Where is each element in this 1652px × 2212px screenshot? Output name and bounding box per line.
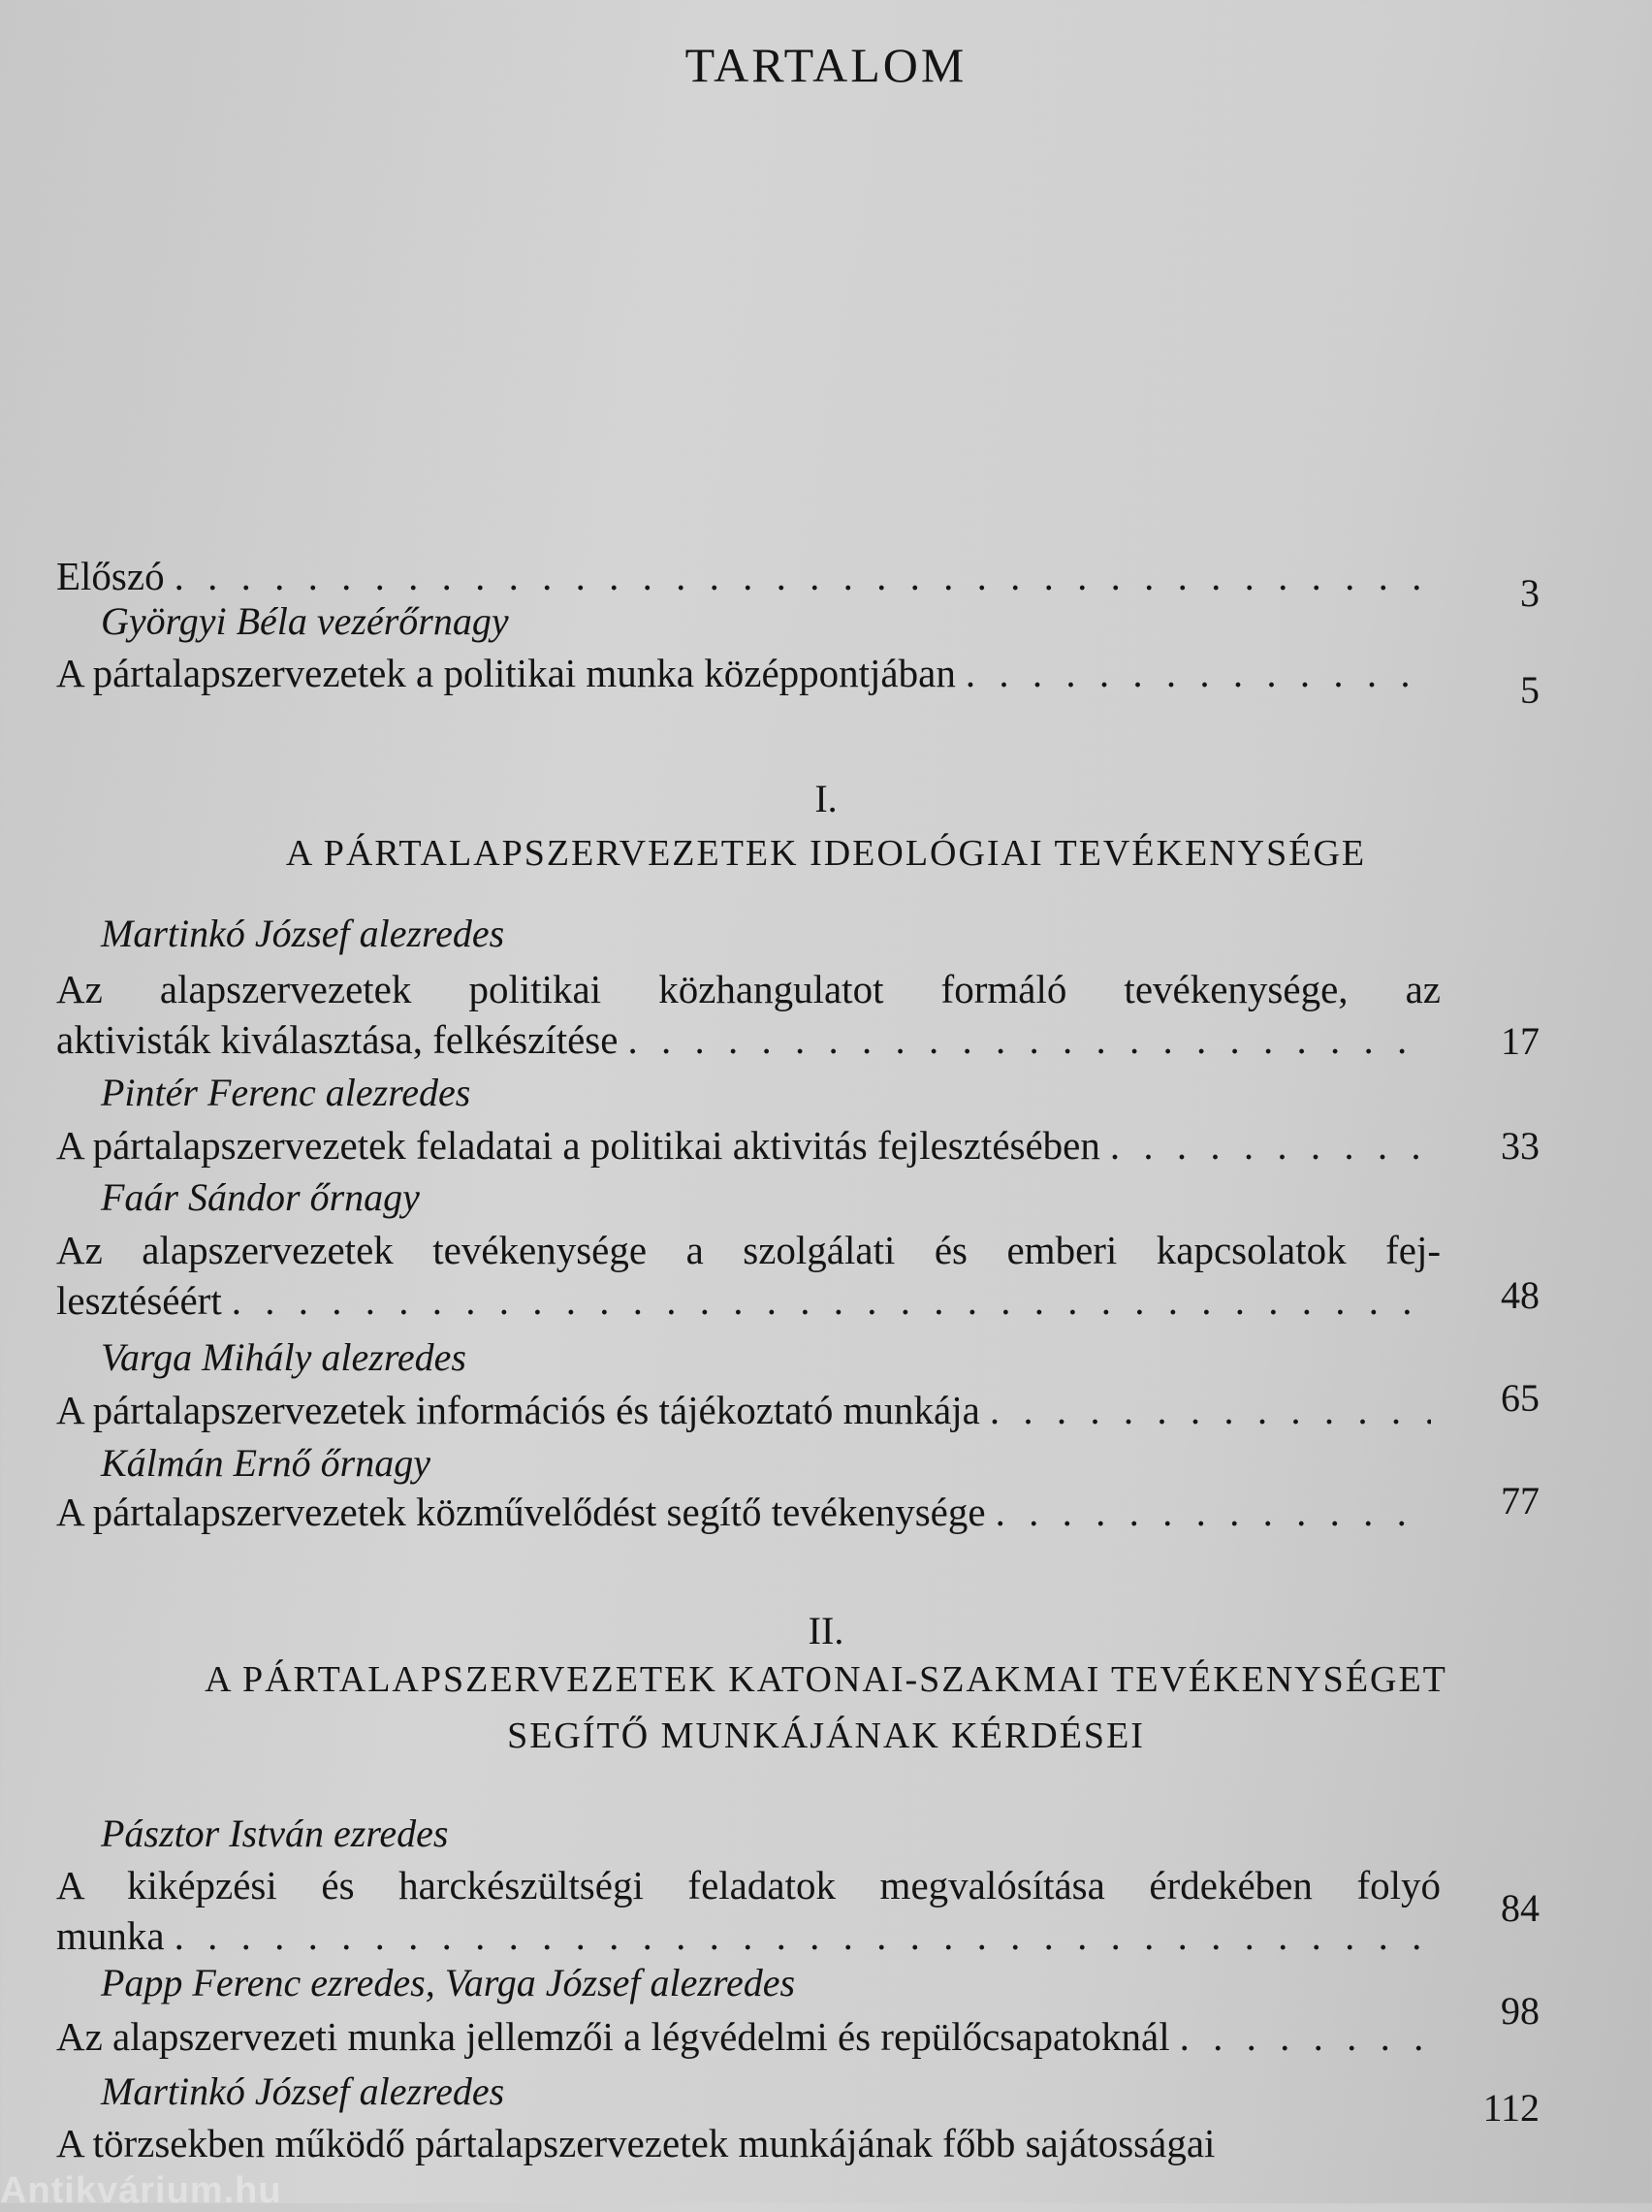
entry-title-line: A kiképzési és harckészültségi feladatok megvalósítása érdekében folyó (56, 1863, 1441, 1907)
entry-author: Martinkó József alezredes (101, 912, 505, 955)
toc-entry (56, 2011, 1441, 2062)
toc-entry (56, 648, 1441, 698)
entry-title-line: lesztéséért (56, 1278, 222, 1323)
entry-author: Pintér Ferenc alezredes (101, 1071, 471, 1114)
page-number: 65 (1501, 1376, 1540, 1420)
page-number: 112 (1482, 2086, 1540, 2130)
entry-title-line: Az alapszervezetek politikai közhangulatot formáló tevékenysége, az (56, 967, 1441, 1011)
page-title: TARTALOM (684, 38, 968, 92)
leader-dots (232, 1275, 1431, 1326)
section-title: A PÁRTALAPSZERVEZETEK IDEOLÓGIAI TEVÉKENYSÉGE (285, 833, 1367, 874)
toc-entry (56, 2118, 1441, 2168)
toc-entry (56, 964, 1441, 1065)
toc-entry-foreword (56, 551, 1441, 601)
page-number: 77 (1501, 1479, 1540, 1523)
entry-title: A pártalapszervezetek a politikai munka középpontjában (56, 651, 956, 695)
leader-dots (990, 1385, 1431, 1435)
entry-author: Györgyi Béla vezérőrnagy (101, 599, 509, 643)
section-number: I. (814, 777, 838, 820)
toc-entry (56, 1860, 1441, 1961)
leader-dots (175, 1910, 1431, 1961)
page-number: 33 (1501, 1124, 1540, 1168)
section-number: II. (808, 1609, 844, 1652)
entry-author: Faár Sándor őrnagy (101, 1175, 420, 1219)
entry-author: Pásztor István ezredes (101, 1811, 449, 1855)
entry-title: A pártalapszervezetek közművelődést segítő tevékenysége (56, 1490, 986, 1534)
toc-entry (56, 1225, 1441, 1326)
watermark: Antikvárium.hu (0, 2170, 282, 2211)
page-number: 48 (1501, 1273, 1540, 1317)
leader-dots (1180, 2011, 1431, 2062)
entry-title: Az alapszervezeti munka jellemzői a légvédelmi és repülőcsapatoknál (56, 2014, 1170, 2059)
leader-dots (1110, 1120, 1431, 1170)
leader-dots (627, 1014, 1431, 1065)
entry-title-line: aktivisták kiválasztása, felkészítése (56, 1017, 619, 1062)
toc-entry (56, 1385, 1441, 1435)
page-number: 5 (1520, 668, 1540, 712)
entry-author: Martinkó József alezredes (101, 2069, 505, 2113)
page-number: 17 (1501, 1019, 1540, 1063)
entry-author: Kálmán Ernő őrnagy (101, 1441, 430, 1485)
page-number: 98 (1501, 1989, 1540, 2033)
entry-title: A törzsekben működő pártalapszervezetek munkájának főbb sajátosságai (56, 2121, 1216, 2165)
toc-entry (56, 1120, 1441, 1170)
entry-title: A pártalapszervezetek információs és tájékoztató munkája (56, 1388, 980, 1432)
leader-dots (175, 551, 1431, 601)
section-title: A PÁRTALAPSZERVEZETEK KATONAI-SZAKMAI TEVÉKENYSÉGET (205, 1659, 1447, 1700)
section-title: SEGÍTŐ MUNKÁJÁNAK KÉRDÉSEI (507, 1715, 1145, 1756)
page-number: 3 (1520, 571, 1540, 615)
leader-dots (966, 648, 1431, 698)
toc-entry (56, 1487, 1441, 1537)
entry-title-line: Az alapszervezetek tevékenysége a szolgálati és emberi kapcsolatok fej- (56, 1228, 1441, 1272)
entry-author: Papp Ferenc ezredes, Varga József alezredes (101, 1961, 796, 2004)
page-number: 84 (1501, 1886, 1540, 1930)
leader-dots (996, 1487, 1431, 1537)
entry-title: Előszó (56, 554, 165, 598)
entry-title-line: munka (56, 1913, 165, 1958)
entry-author: Varga Mihály alezredes (101, 1335, 466, 1379)
entry-title: A pártalapszervezetek feladatai a politikai aktivitás fejlesztésében (56, 1123, 1100, 1168)
